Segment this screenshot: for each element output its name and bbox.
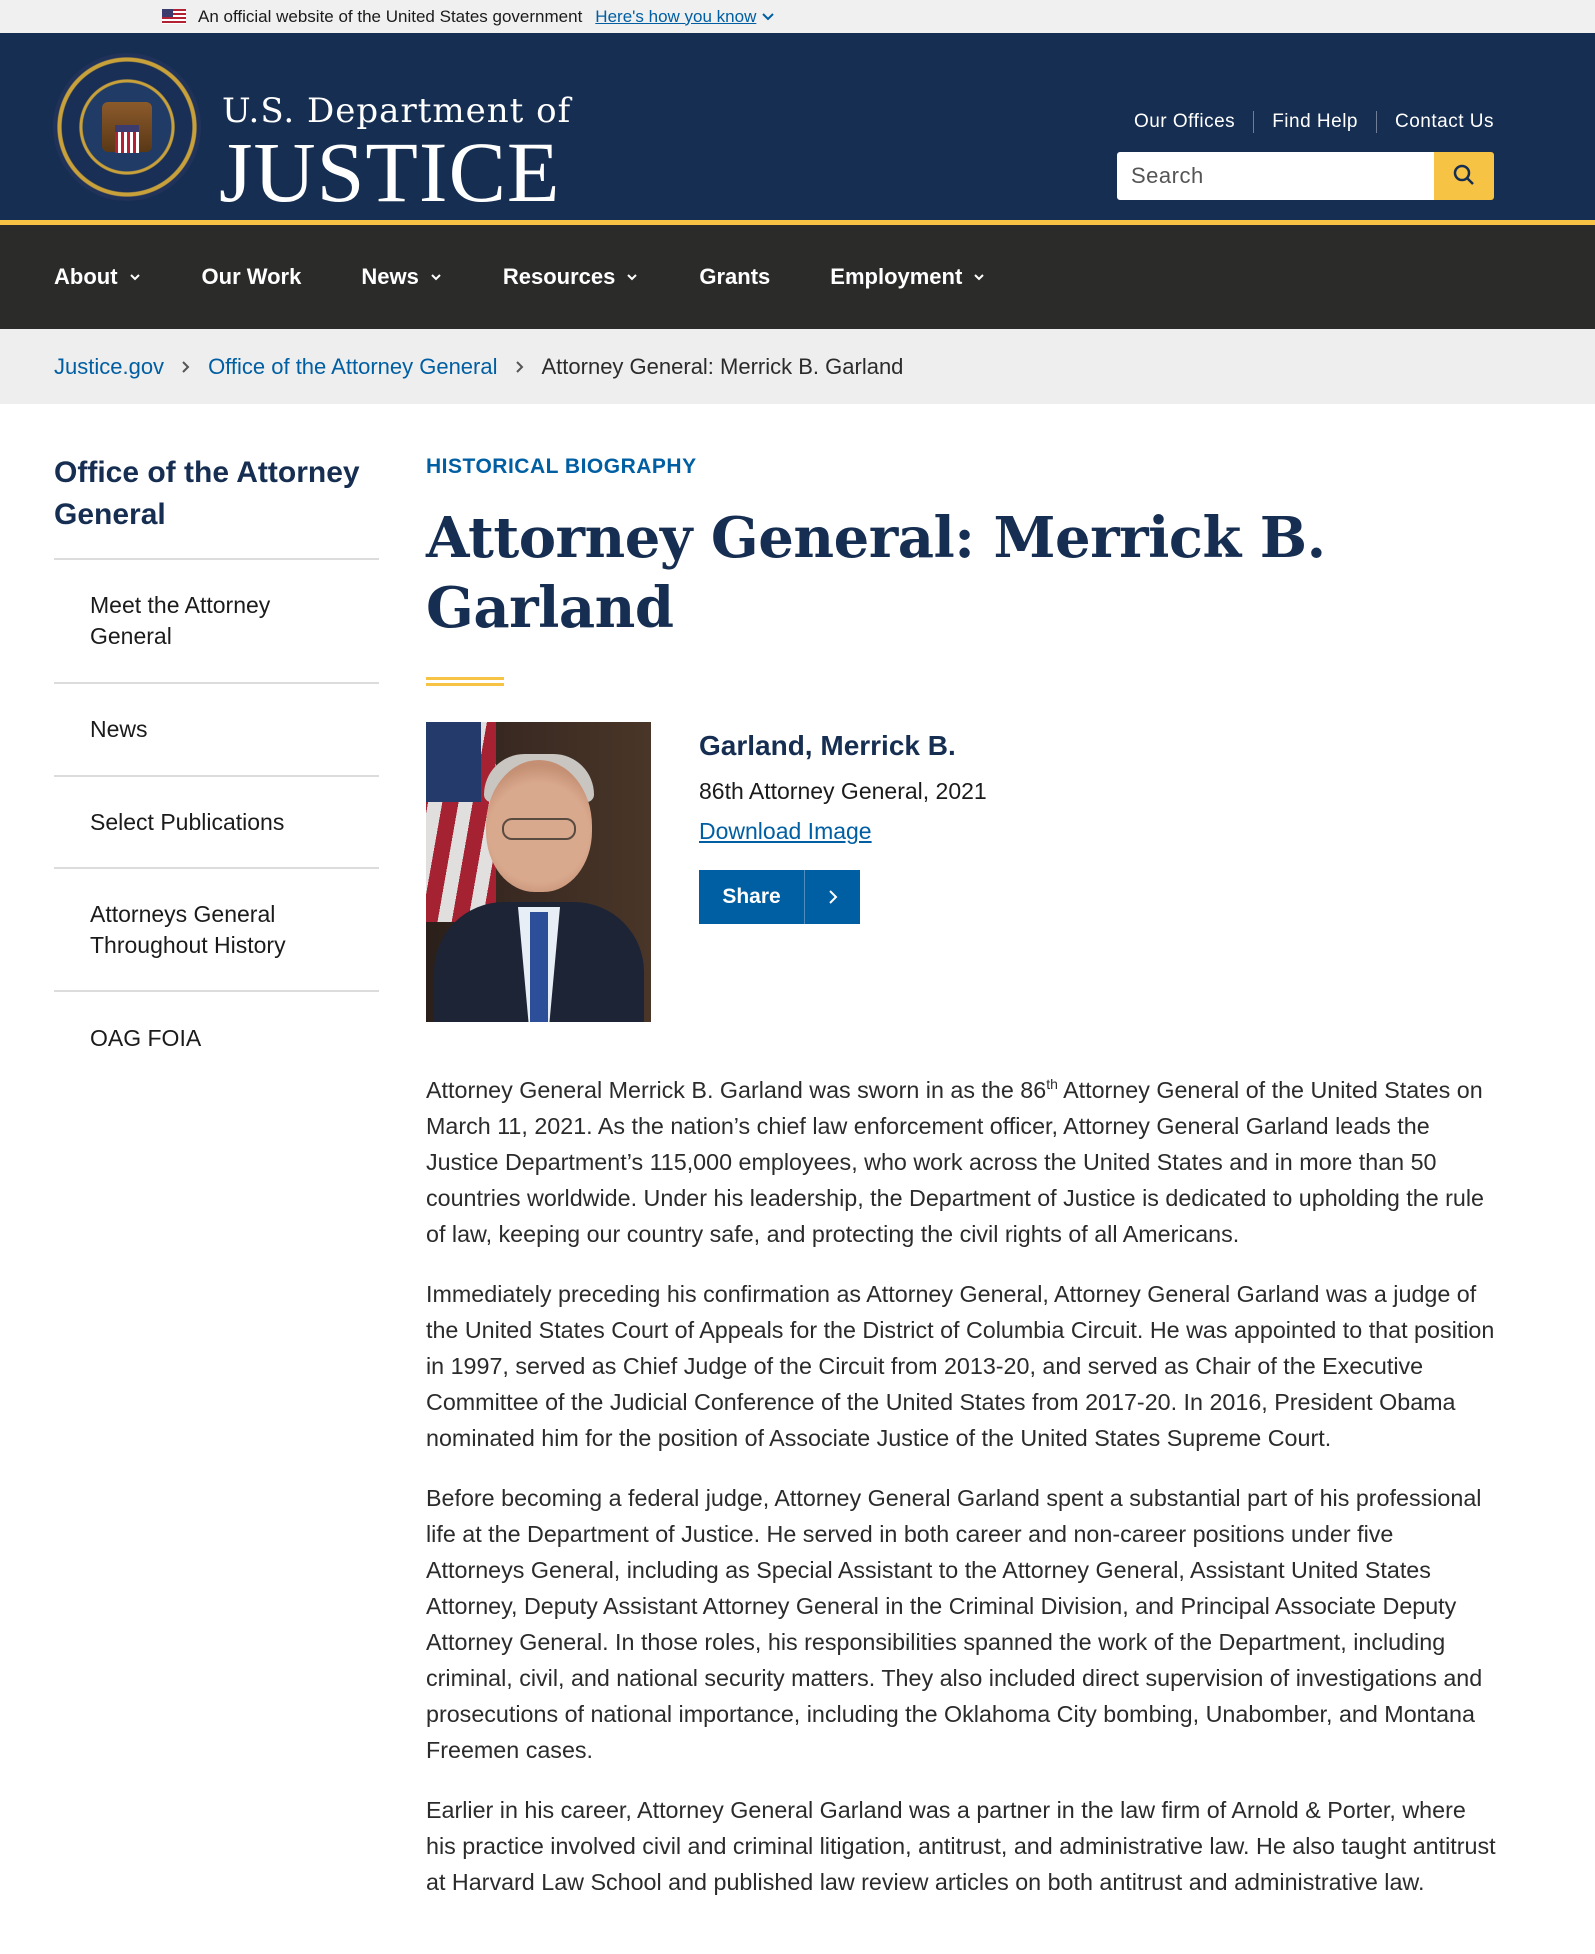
bio-paragraph: Before becoming a federal judge, Attorney General Garland spent a substantial part of his professional life at the Department of Justice. He served in both career and non-career positions under five Attorneys General, including as Special Assistant to the Attorney General, Assistant United States Attorney, Deputy Assistant Attorney General in the Criminal Division, and Principal Associate Deputy Attorney General. In those roles, his responsibilities spanned the work of the Department, including criminal, civil, and national security matters. They also included direct supervision of investigations and prosecutions of national importance, including the Oklahoma City bombing, Unabomber, and Montana Freemen cases.: [426, 1485, 1483, 1763]
title-divider: [426, 677, 504, 686]
nav-about[interactable]: [54, 264, 142, 290]
find-help-link[interactable]: Find Help: [1272, 111, 1359, 132]
chevron-down-icon: [429, 270, 443, 284]
our-offices-link[interactable]: Our Offices: [1133, 111, 1236, 132]
breadcrumb-oag-link[interactable]: Office of the Attorney General: [208, 353, 498, 379]
chevron-down-icon: [128, 270, 142, 284]
us-flag-icon: [162, 9, 186, 24]
brand-top-text[interactable]: U.S. Department of: [222, 91, 572, 131]
main-nav: [0, 220, 1595, 329]
chevron-down-icon: [625, 270, 639, 284]
bio-paragraph: Attorney General Merrick B. Garland was sworn in as the 86th Attorney General of the United States on March 11, 2021. As the nation’s chief law enforcement officer, Attorney General Garland leads the Justice Department’s 115,000 employees, who work across the United States and in more than 50 countries worldwide. Under his leadership, the Department of Justice is dedicated to upholding the rule of law, keeping our country safe, and protecting the civil rights of all Americans.: [426, 1076, 1485, 1247]
utility-divider: [1253, 111, 1254, 133]
sidebar-item-publications[interactable]: [54, 777, 379, 869]
chevron-down-icon[interactable]: [762, 10, 774, 24]
search-form: [1117, 152, 1494, 200]
bio-paragraph: Earlier in his career, Attorney General Garland was a partner in the law firm of Arnold & Porter, where his practice involved civil and criminal litigation, antitrust, and administrative law. He also taught antitrust at Harvard Law School and published law review articles on both antitrust and administrative law.: [426, 1797, 1496, 1895]
official-site-text: An official website of the United States government: [198, 6, 583, 26]
bio-card: [426, 722, 1496, 1022]
download-image-link[interactable]: Download Image: [699, 818, 872, 844]
breadcrumb-current: Attorney General: Merrick B. Garland: [541, 353, 904, 379]
sidebar-item-label: OAG FOIA: [90, 1024, 202, 1051]
gov-banner: [0, 0, 1595, 33]
nav-our-work[interactable]: [202, 264, 302, 290]
sidebar-title[interactable]: Office of the Attorney General: [54, 452, 379, 560]
shield-icon: [115, 125, 139, 153]
eyebrow-label: HISTORICAL BIOGRAPHY: [426, 455, 697, 478]
chevron-right-icon: [514, 360, 526, 374]
biography-text: [426, 1072, 1496, 1900]
breadcrumb: [0, 329, 1595, 404]
share-button[interactable]: [699, 870, 860, 924]
search-icon: [1452, 163, 1476, 190]
nav-employment[interactable]: [830, 264, 986, 290]
sidebar-item-label: Attorneys General Throughout History: [90, 900, 286, 958]
sidebar-item-ag-history[interactable]: [54, 869, 379, 992]
nav-grants-label: Grants: [699, 264, 771, 289]
breadcrumb-home-link[interactable]: Justice.gov: [54, 353, 165, 379]
sidebar-item-meet-ag[interactable]: [54, 560, 379, 684]
sidebar-item-news[interactable]: [54, 684, 379, 777]
utility-divider: [1376, 111, 1377, 133]
doj-seal-logo[interactable]: [53, 53, 201, 201]
nav-resources-label: Resources: [502, 264, 616, 289]
nav-news[interactable]: [361, 264, 442, 290]
page-title: Attorney General: Merrick B. Garland: [426, 505, 1326, 641]
contact-us-link[interactable]: Contact Us: [1395, 111, 1494, 132]
search-button[interactable]: [1434, 152, 1494, 200]
nav-grants[interactable]: [699, 264, 770, 290]
nav-employment-label: Employment: [830, 264, 963, 289]
how-you-know-link[interactable]: Here's how you know: [595, 6, 757, 26]
bio-name: Garland, Merrick B.: [699, 730, 956, 761]
chevron-right-icon: [180, 360, 192, 374]
bio-paragraph: Immediately preceding his confirmation as Attorney General, Attorney General Garland was a judge of the United States Court of Appeals for the District of Columbia Circuit. He was appointed to that position in 1997, served as Chief Judge of the Circuit from 2013-20, and served as Chair of the Executive Committee of the Judicial Conference of the United States from 2017-20. In 2016, President Obama nominated him for the position of Associate Justice of the United States Supreme Court.: [426, 1281, 1495, 1451]
chevron-right-icon: [805, 870, 860, 924]
portrait-image: [426, 722, 651, 1022]
nav-our-work-label: Our Work: [201, 264, 302, 289]
sidebar-item-label: Select Publications: [90, 808, 285, 835]
sidebar-item-oag-foia[interactable]: [54, 992, 379, 1084]
sidebar-item-label: Meet the Attorney General: [90, 592, 271, 649]
bio-role: 86th Attorney General, 2021: [699, 778, 987, 804]
main-content: [426, 452, 1496, 1924]
utility-links: [1134, 111, 1494, 133]
site-header: [0, 33, 1595, 220]
brand-main-text[interactable]: JUSTICE: [219, 124, 561, 220]
chevron-down-icon: [972, 270, 986, 284]
bio-info: [699, 722, 987, 924]
nav-news-label: News: [361, 264, 419, 289]
share-label: Share: [699, 870, 805, 924]
search-input[interactable]: [1117, 152, 1434, 200]
sidebar-item-label: News: [90, 716, 148, 742]
sidebar-nav: [54, 452, 379, 1084]
nav-about-label: About: [54, 264, 118, 289]
nav-resources[interactable]: [503, 264, 640, 290]
